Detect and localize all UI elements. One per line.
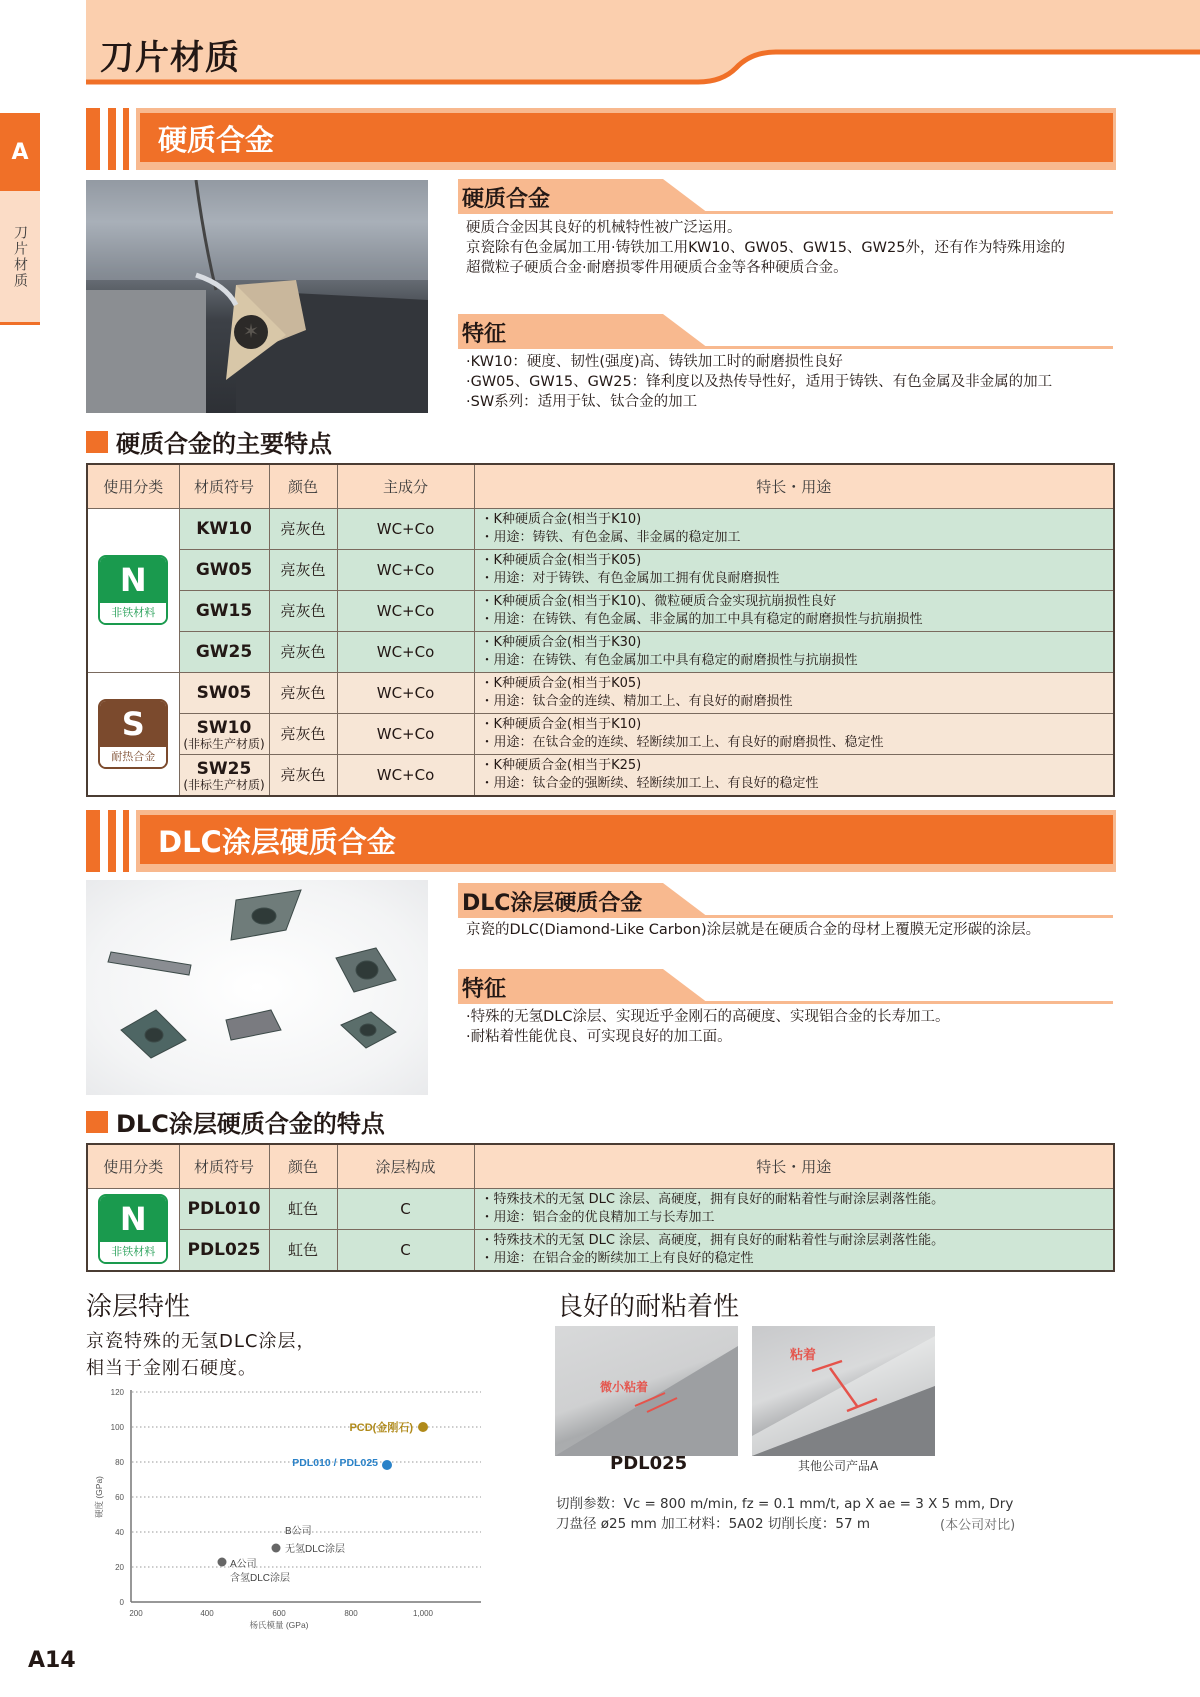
dlc-intro-text: 京瓷的DLC(Diamond-Like Carbon)涂层就是在硬质合金的母材上覆膜无定形碳的涂层。: [466, 922, 1041, 938]
header-band: [86, 0, 1200, 90]
adhesion-title: 良好的耐粘着性: [557, 1292, 740, 1322]
banner-title: DLC涂层硬质合金: [158, 825, 396, 859]
svg-text:✶: ✶: [242, 319, 260, 343]
caption-pdl025: PDL025: [610, 1453, 688, 1474]
table-row: PDL025 虹色 C ・特殊技术的无氢 DLC 涂层、高硬度，拥有良好的耐粘着性与耐涂层剥落性能。 ・用途：在铝合金的断续加工上有良好的稳定性: [87, 1229, 1114, 1271]
dlc-table-title: DLC涂层硬质合金的特点: [86, 1104, 385, 1139]
carbide-spec-table: [86, 463, 1115, 797]
svg-text:A公司: A公司: [230, 1559, 257, 1570]
group-badge-n: N 非铁材料: [98, 1194, 168, 1264]
svg-text:100: 100: [110, 1423, 124, 1432]
svg-text:B公司: B公司: [285, 1526, 312, 1537]
point-pcd: [418, 1422, 428, 1432]
group-badge-n: N 非铁材料: [98, 555, 168, 625]
point-pdl: [382, 1460, 392, 1470]
group-badge-s: S 耐热合金: [98, 699, 168, 769]
x-axis-label: 杨氏模量 (GPa): [249, 1620, 309, 1630]
svg-text:40: 40: [115, 1528, 124, 1537]
table-row: S 耐热合金 SW05 亮灰色 WC+Co ・K种硬质合金(相当于K05) ・用途：钛合金的连续、精加工上、有良好的耐磨损性: [87, 672, 1114, 713]
dlc-features-text: ·特殊的无氢DLC涂层、实现近乎金刚石的高硬度、实现铝合金的长寿加工。 ·耐粘着性能优良、可实现良好的加工面。: [466, 1009, 950, 1045]
svg-text:400: 400: [200, 1609, 214, 1618]
page-title: 刀片材质: [100, 38, 240, 78]
section-banner-dlc: [86, 810, 1116, 872]
col-header-features: 特长・用途: [474, 464, 1114, 508]
point-company-a: [218, 1558, 227, 1567]
col-header-code: 材质符号: [179, 464, 269, 508]
svg-text:无氢DLC涂层: 无氢DLC涂层: [285, 1544, 346, 1555]
table-row: GW15 亮灰色 WC+Co ・K种硬质合金(相当于K10)、微粒硬质合金实现抗崩损性良好 ・用途：在铸铁、有色金属、非金属的加工中具有稳定的耐磨损性与抗崩损性: [87, 590, 1114, 631]
col-header-coating: 涂层构成: [337, 1144, 474, 1188]
svg-text:1,000: 1,000: [412, 1609, 434, 1618]
svg-text:20: 20: [115, 1563, 124, 1572]
banner-title: 硬质合金: [158, 123, 275, 157]
table-row: N 非铁材料 KW10 亮灰色 WC+Co ・K种硬质合金(相当于K10) ・用途：铸铁、有色金属、非金属的稳定加工: [87, 508, 1114, 549]
svg-text:800: 800: [344, 1609, 358, 1618]
point-company-b: [272, 1544, 281, 1553]
cutting-conditions: 切削参数：Vc = 800 m/min, fz = 0.1 mm/t, ap X ae = 3 X 5 mm, Dry 刀盘径 ø25 mm 加工材料：5A02 切削长度：57 m: [556, 1496, 1014, 1532]
caption-other-product: 其他公司产品A: [798, 1459, 879, 1473]
svg-text:600: 600: [272, 1609, 286, 1618]
svg-text:PDL010 / PDL025: PDL010 / PDL025: [292, 1457, 378, 1469]
svg-text:80: 80: [115, 1458, 124, 1467]
dlc-spec-table: [86, 1143, 1115, 1272]
table-row: SW25 (非标生产材质) 亮灰色 WC+Co ・K种硬质合金(相当于K25) ・用途：钛合金的强断续、轻断续加工上、有良好的稳定性: [87, 754, 1114, 796]
dlc-inserts-photo: [86, 880, 428, 1095]
subheading-dlc-features: 特征: [458, 969, 1113, 1005]
carbide-insert-photo: [86, 180, 428, 413]
col-header-code: 材质符号: [179, 1144, 269, 1188]
coating-subtitle: 京瓷特殊的无氢DLC涂层， 相当于金刚石硬度。: [86, 1331, 316, 1379]
svg-text:PCD(金刚石): PCD(金刚石): [349, 1422, 413, 1434]
col-header-composition: 主成分: [337, 464, 474, 508]
svg-text:200: 200: [129, 1609, 143, 1618]
category-cell-s: [87, 672, 179, 796]
category-cell-n: [87, 1188, 179, 1271]
sem-image-other: 粘着: [752, 1326, 935, 1456]
svg-text:0: 0: [119, 1598, 124, 1607]
subheading-dlc: DLC涂层硬质合金: [458, 883, 1113, 919]
carbide-features-text: ·KW10：硬度、韧性(强度)高、铸铁加工时的耐磨损性良好 ·GW05、GW15、GW25：锋利度以及热传导性好，适用于铸铁、有色金属及非金属的加工 ·SW系列：适用于钛、钛合金的加工: [466, 354, 1053, 410]
section-banner-carbide: [86, 108, 1116, 170]
comparison-note: (本公司对比): [940, 1518, 1016, 1533]
hardness-chart: [86, 1380, 486, 1630]
col-header-color: 颜色: [269, 464, 337, 508]
sem-image-pdl025: 微小粘着: [555, 1326, 738, 1456]
table-row: N 非铁材料 PDL010 虹色 C ・特殊技术的无氢 DLC 涂层、高硬度，拥有良好的耐粘着性与耐涂层剥落性能。 ・用途：铝合金的优良精加工与长寿加工: [87, 1188, 1114, 1229]
subheading-carbide-features: 特征: [458, 314, 1113, 350]
table-row: GW25 亮灰色 WC+Co ・K种硬质合金(相当于K30) ・用途：在铸铁、有色金属加工中具有稳定的耐磨损性与抗崩损性: [87, 631, 1114, 672]
subheading-carbide: 硬质合金: [458, 179, 1113, 215]
bullet-square-icon: [86, 1111, 108, 1133]
category-cell-n: [87, 508, 179, 672]
page-number: A14: [28, 1648, 76, 1673]
bullet-square-icon: [86, 431, 108, 453]
col-header-category: 使用分类: [87, 464, 179, 508]
col-header-features: 特长・用途: [474, 1144, 1114, 1188]
table-row: GW05 亮灰色 WC+Co ・K种硬质合金(相当于K05) ・用途：对于铸铁、有色金属加工拥有优良耐磨损性: [87, 549, 1114, 590]
carbide-table-title: 硬质合金的主要特点: [86, 424, 332, 459]
y-axis-label: 硬度 (GPa): [94, 1475, 104, 1519]
coating-title: 涂层特性: [86, 1292, 191, 1322]
col-header-category: 使用分类: [87, 1144, 179, 1188]
side-tab-letter[interactable]: A: [0, 113, 40, 191]
svg-text:60: 60: [115, 1493, 124, 1502]
col-header-color: 颜色: [269, 1144, 337, 1188]
svg-text:120: 120: [110, 1388, 124, 1397]
svg-text:含氢DLC涂层: 含氢DLC涂层: [230, 1573, 291, 1584]
table-row: SW10 (非标生产材质) 亮灰色 WC+Co ・K种硬质合金(相当于K10) ・用途：在钛合金的连续、轻断续加工上、有良好的耐磨损性、稳定性: [87, 713, 1114, 754]
side-tab-label[interactable]: 刀片材质: [0, 191, 40, 325]
carbide-intro-text: 硬质合金因其良好的机械特性被广泛运用。 京瓷除有色金属加工用·铸铁加工用KW10、GW05、GW15、GW25外，还有作为特殊用途的 超微粒子硬质合金·耐磨损零件用硬质合金等各种硬质合金。: [466, 220, 1065, 276]
